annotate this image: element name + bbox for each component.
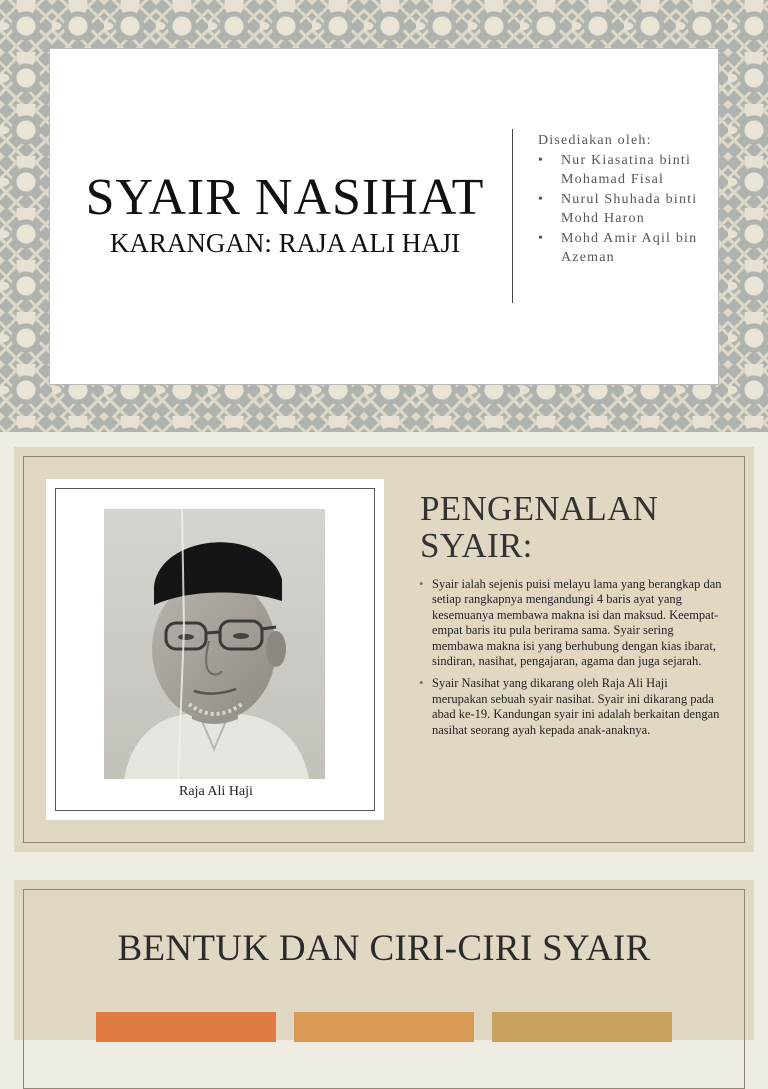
slide-border: [23, 889, 745, 1089]
photo-frame: [55, 488, 375, 811]
credits-heading: Disediakan oleh:: [538, 133, 652, 148]
author-item: [538, 190, 713, 229]
color-tile: [294, 1012, 474, 1042]
point-text: Syair Nasihat yang dikarang oleh Raja Ali Haji merupakan sebuah syair nasihat. Syair ini dikarang pada abad ke-19. Kandungan syair ini adalah berkaitan dengan nasihat seorang ayah kepada anak-anaknya.: [432, 676, 720, 737]
author-name: Mohd Amir Aqil bin Azeman: [561, 230, 698, 265]
vertical-divider: [512, 129, 513, 303]
form-slide: [14, 880, 754, 1040]
title-slide: [0, 0, 768, 432]
section-heading: BENTUK DAN CIRI-CIRI SYAIR: [117, 928, 651, 969]
portrait-photo: [104, 509, 325, 779]
bullet-icon: •: [419, 676, 424, 691]
color-tile: [96, 1012, 276, 1042]
slide-subtitle: KARANGAN: RAJA ALI HAJI: [109, 228, 461, 258]
title-block: [50, 171, 520, 259]
bullet-icon: •: [538, 191, 545, 207]
intro-heading: PENGENALAN SYAIR:: [420, 489, 659, 565]
slide-title: SYAIR NASIHAT: [85, 169, 485, 226]
title-card: [49, 48, 719, 385]
author-item: [538, 151, 713, 190]
author-name: Nurul Shuhada binti Mohd Haron: [561, 191, 698, 226]
bullet-icon: •: [538, 230, 545, 246]
list-item: [418, 577, 722, 669]
author-item: [538, 229, 713, 268]
intro-points: [418, 577, 722, 745]
credits-block: [538, 131, 713, 268]
color-tile: [492, 1012, 672, 1042]
author-list: [538, 151, 713, 268]
list-item: [418, 676, 722, 738]
bullet-icon: •: [419, 577, 424, 591]
point-text: Syair ialah sejenis puisi melayu lama yang berangkap dan setiap rangkapnya mengandungi 4 baris ayat yang kesemuanya membawa makna isi dan maksud. Keempat-empat baris itu pula berirama sama. Syair sering membawa makna isi yang berhubung dengan kias ibarat, sindiran, nasihat, pengajaran, agama dan juga sejarah.: [432, 577, 722, 669]
bullet-icon: •: [538, 152, 545, 168]
intro-slide: [14, 447, 754, 852]
photo-card: [46, 479, 384, 820]
photo-caption: Raja Ali Haji: [179, 784, 253, 799]
author-name: Nur Kiasatina binti Mohamad Fisal: [561, 152, 692, 187]
